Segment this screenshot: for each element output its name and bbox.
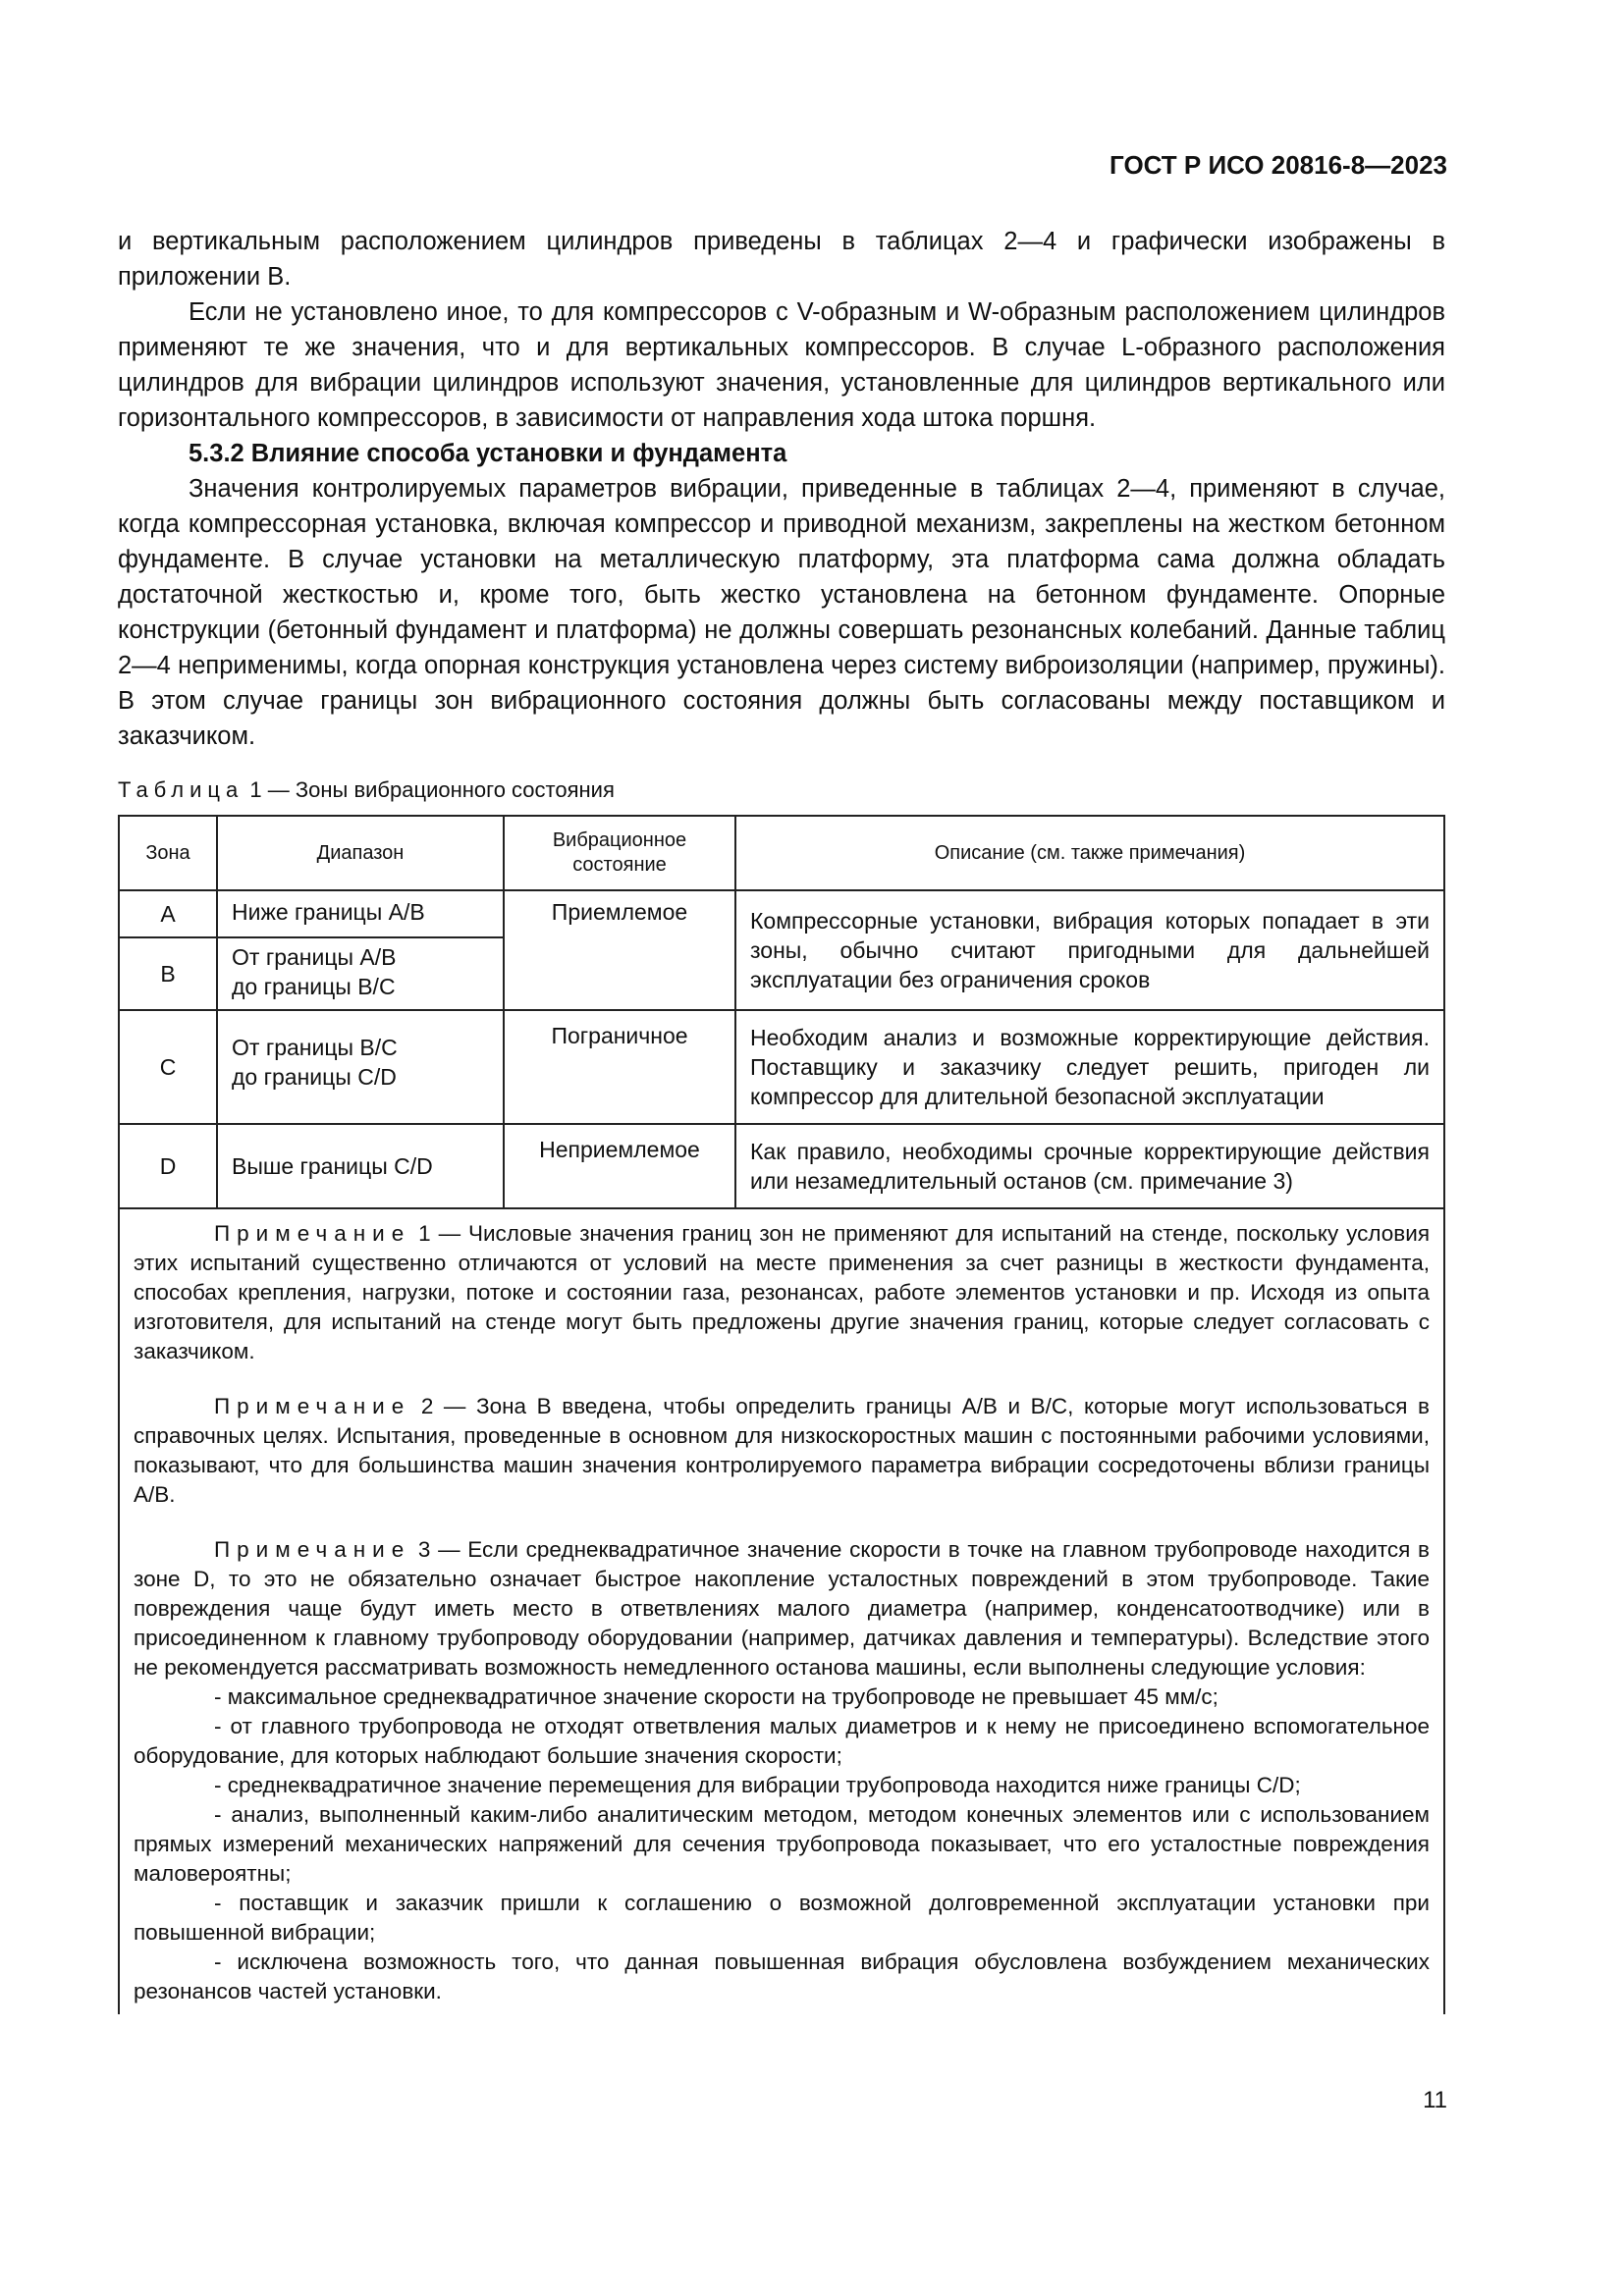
list-item: - поставщик и заказчик пришли к соглашению о возможной долговременной эксплуатации установки при повышенной вибрации;	[134, 1891, 1430, 1945]
range-a: Ниже границы A/B	[217, 890, 504, 937]
zone-b: B	[119, 937, 217, 1010]
table-notes-row	[119, 1208, 1444, 2014]
zone-a: A	[119, 890, 217, 937]
range-c	[217, 1010, 504, 1124]
range-b	[217, 937, 504, 1010]
description-acceptable: Компрессорные установки, вибрация которых попадает в эти зоны, обычно считают пригодными для дальнейшей эксплуатации без ограничения сроков	[735, 890, 1444, 1010]
note-3-label: Примечание	[214, 1537, 411, 1562]
description-unacceptable: Как правило, необходимы срочные корректирующие действия или незамедлительный останов (см. примечание 3)	[735, 1124, 1444, 1208]
list-item: - от главного трубопровода не отходят ответвления малых диаметров и к нему не присоединено вспомогательное оборудование, для которых наблюдают большие значения скорости;	[134, 1714, 1430, 1768]
paragraph-continuation: и вертикальным расположением цилиндров приведены в таблицах 2—4 и графически изображены в приложении B.	[118, 228, 1445, 291]
range-c-from: От границы B/C	[232, 1035, 398, 1060]
list-item: - среднеквадратичное значение перемещения для вибрации трубопровода находится ниже границы C/D;	[214, 1773, 1301, 1797]
header-description: Описание (см. также примечания)	[735, 816, 1444, 890]
list-item: - исключена возможность того, что данная повышенная вибрация обусловлена возбуждением механических резонансов частей установки.	[134, 1949, 1430, 2003]
paragraph-foundation: Значения контролируемых параметров вибрации, приведенные в таблицах 2—4, применяют в случае, когда компрессорная установка, включая компрессор и приводной механизм, закреплены на жестком бетонном фундаменте. В случае установки на металлическую платформу, эта платформа сама должна обладать достаточной жесткостью и, кроме того, быть жестко установлена на бетонном фундаменте. Опорные конструкции (бетонный фундамент и платформа) не должны совершать резонансных колебаний. Данные таблиц 2—4 неприменимы, когда опорная конструкция установлена через систему виброизоляции (например, пружины). В этом случае границы зон вибрационного состояния должны быть согласованы между поставщиком и заказчиком.	[118, 475, 1445, 750]
note-2-text: 2 — Зона B введена, чтобы определить границы A/B и B/C, которые могут использоваться в справочных целях. Испытания, проведенные в основном для низкоскоростных машин с постоянными рабочими условиями, показывают, что для большинства машин значения контролируемого параметра вибрации сосредоточены вблизи границы A/B.	[134, 1394, 1430, 1507]
range-b-from: От границы A/B	[232, 944, 397, 970]
page-number: 11	[1423, 2087, 1447, 2113]
page-content	[118, 224, 1445, 2014]
header-range: Диапазон	[217, 816, 504, 890]
state-borderline: Пограничное	[504, 1010, 735, 1124]
document-code: ГОСТ Р ИСО 20816-8—2023	[1110, 150, 1447, 180]
table-row	[119, 1124, 1444, 1208]
range-c-to: до границы C/D	[232, 1064, 397, 1090]
header-state: Вибрационное состояние	[504, 816, 735, 890]
header-zone: Зона	[119, 816, 217, 890]
table-header-row	[119, 816, 1444, 890]
note-3	[134, 1535, 1430, 2006]
section-heading: 5.3.2 Влияние способа установки и фундамента	[189, 440, 787, 467]
table-caption	[118, 777, 1445, 803]
state-acceptable: Приемлемое	[504, 890, 735, 1010]
note-1-label: Примечание	[214, 1221, 411, 1246]
state-unacceptable: Неприемлемое	[504, 1124, 735, 1208]
table-caption-text: 1 — Зоны вибрационного состояния	[249, 777, 615, 802]
note-1	[134, 1219, 1430, 1366]
note-1-text: 1 — Числовые значения границ зон не применяют для испытаний на стенде, поскольку условия этих испытаний существенно отличаются от условий на месте применения за счет разницы в жесткости фундамента, способах крепления, нагрузки, потоке и состоянии газа, резонансах, работе элементов установки и пр. Исходя из опыта изготовителя, для испытаний на стенде могут быть предложены другие значения границ, которые следует согласовать с заказчиком.	[134, 1221, 1430, 1363]
paragraph-cylinder-arrangement: Если не установлено иное, то для компрессоров с V-образным и W-образным расположением цилиндров применяют те же значения, что и для вертикальных компрессоров. В случае L-образного расположения цилиндров для вибрации цилиндров используют значения, установленные для цилиндров вертикального или горизонтального компрессоров, в зависимости от направления хода штока поршня.	[118, 298, 1445, 432]
table-caption-label: Таблица	[118, 777, 244, 802]
table-row	[119, 890, 1444, 937]
list-item: - максимальное среднеквадратичное значение скорости на трубопроводе не превышает 45 мм/с;	[214, 1684, 1218, 1709]
table-notes	[119, 1208, 1444, 2014]
note-2	[134, 1392, 1430, 1510]
zone-c: C	[119, 1010, 217, 1124]
description-borderline: Необходим анализ и возможные корректирующие действия. Поставщику и заказчику следует решить, пригоден ли компрессор для длительной безопасной эксплуатации	[735, 1010, 1444, 1124]
note-2-label: Примечание	[214, 1394, 411, 1418]
note-3-intro	[134, 1535, 1430, 1682]
range-b-to: до границы B/C	[232, 974, 396, 999]
vibration-zones-table	[118, 815, 1445, 2014]
note-3-text: 3 — Если среднеквадратичное значение скорости в точке на главном трубопроводе находится в зоне D, то это не обязательно означает быстрое накопление усталостных повреждений в этом трубопроводе. Такие повреждения чаще будут иметь место в ответвлениях малого диаметра (например, конденсатоотводчике) или в присоединенном к главному трубопроводу оборудовании (например, датчиках давления и температуры). Вследствие этого не рекомендуется рассматривать возможность немедленного останова машины, если выполнены следующие условия:	[134, 1537, 1430, 1680]
table-row	[119, 1010, 1444, 1124]
range-d: Выше границы C/D	[217, 1124, 504, 1208]
zone-d: D	[119, 1124, 217, 1208]
list-item: - анализ, выполненный каким-либо аналитическим методом, методом конечных элементов или с использованием прямых измерений механических напряжений для сечения трубопровода показывает, что его усталостные повреждения маловероятны;	[134, 1802, 1430, 1886]
